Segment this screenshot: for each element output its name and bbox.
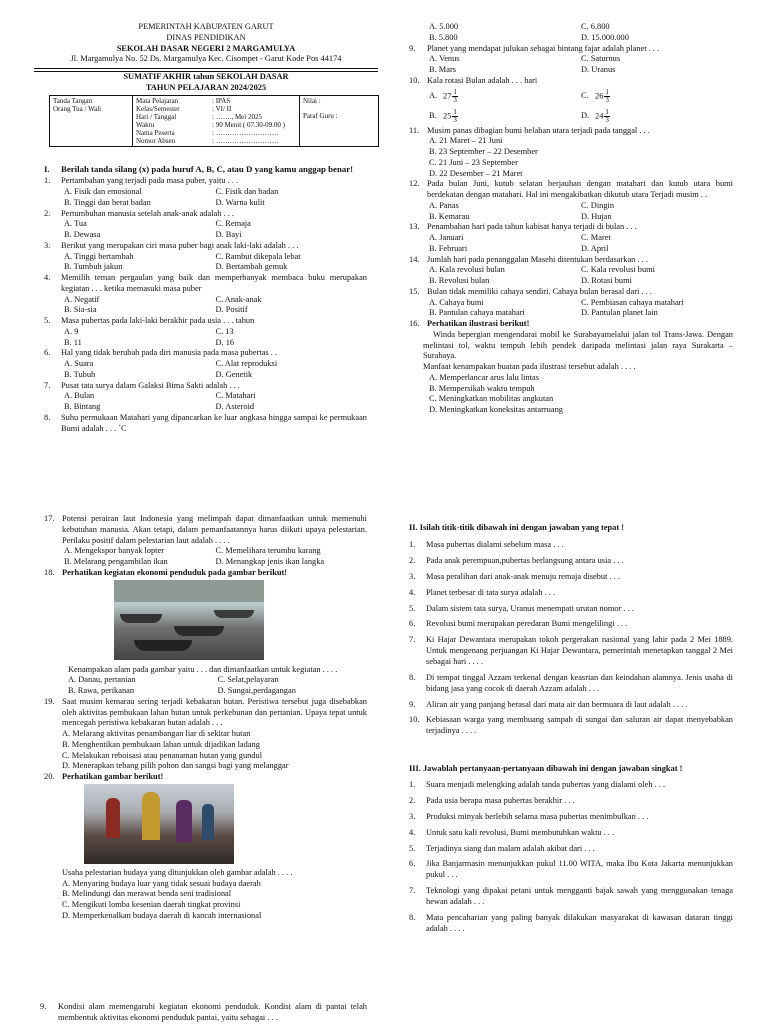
- letterhead-line-2: DINAS PENDIDIKAN: [166, 32, 246, 42]
- q16-number: 16.: [409, 319, 420, 328]
- section-3-item-text: Produksi minyak berlebih selama masa pubertas menimbulkan . . .: [426, 811, 649, 821]
- letterhead-line-1: PEMERINTAH KABUPATEN GARUT: [138, 22, 274, 31]
- q4-option-a[interactable]: A. Negatif: [64, 294, 100, 304]
- section-2-item-5: [409, 604, 733, 615]
- section-3-item-text: Pada usia berapa masa pubertas berakhir . . .: [426, 795, 575, 805]
- section-2-item-text: Kebiasaan warga yang membuang sampah di sungai dan saluran air dapat menyebabkan terjadinya . . . .: [426, 715, 733, 736]
- q3-option-a[interactable]: A. Tinggi bertambah: [64, 251, 134, 261]
- q10-option-b[interactable]: [429, 109, 581, 124]
- question-list-1-8: [44, 176, 367, 434]
- q10-d-label: D.: [581, 110, 590, 120]
- boats-harbor-photo: [114, 580, 264, 660]
- q15-option-b[interactable]: B. Pantulan cahaya matahari: [429, 308, 525, 318]
- q13-option-d[interactable]: D. April: [581, 243, 609, 253]
- q18-option-b[interactable]: B. Rawa, perikanan: [68, 686, 135, 695]
- q11-option-b[interactable]: B. 23 September – 22 Desember: [429, 147, 538, 156]
- section-2-item-8: [409, 673, 733, 695]
- q12-number: 12.: [409, 179, 420, 189]
- q10-c-label: C.: [581, 90, 589, 100]
- q14-text: Jumlah hari pada penanggalan Masehi ditentukan berdasarkan . . .: [427, 254, 648, 264]
- q1-option-a[interactable]: A. Fisik dan emosional: [64, 187, 142, 196]
- section-3-item-text: Jika Banjarmasin menunjukkan pukul 11.00 WITA, maka Ibu Kota Jakarta menunjukkan pukul . . .: [426, 859, 733, 880]
- section-3-item-text: Mata pencaharian yang paling banyak dilakukan masyarakat di kawasan dataran tinggi adalah . . . .: [426, 912, 733, 933]
- section-2-item-3: [409, 572, 733, 583]
- q19-option-b[interactable]: B. Menghentikan pembukaan lahan untuk dijadikan ladang: [62, 739, 260, 749]
- q2-number: 2.: [44, 208, 51, 218]
- q7-number: 7.: [44, 380, 51, 390]
- section-3-item-text: Suara menjadi melengking adalah tanda pubertas yang dialami oleh . . .: [426, 779, 666, 789]
- section-2-item-number: 1.: [409, 539, 416, 549]
- section-2-item-7: [409, 635, 733, 667]
- question-15: [409, 287, 733, 319]
- lower-left-column: [44, 514, 367, 922]
- q13-option-c[interactable]: C. Maret: [581, 233, 611, 242]
- q19-option-a[interactable]: A. Melarang aktivitas penambangan liar di sekitar hutan: [62, 729, 251, 738]
- q5-option-b[interactable]: B. 11: [64, 337, 82, 347]
- q13-number: 13.: [409, 222, 420, 232]
- left-column: [44, 164, 367, 434]
- school-name: SEKOLAH DASAR NEGERI 2 MARGAMULYA: [116, 43, 296, 53]
- q2-text: Pertumbuhan manusia setelah anak-anak adalah . . .: [61, 208, 235, 218]
- q10-b-label: B.: [429, 110, 437, 120]
- question-6: [44, 348, 367, 380]
- q4-option-d[interactable]: D. Positif: [215, 305, 248, 315]
- q18-number: 18.: [44, 567, 55, 577]
- section-3-item-2: [409, 796, 733, 807]
- q10-a-label: A.: [429, 90, 438, 100]
- q5-option-c[interactable]: C. 13: [215, 326, 234, 336]
- q10-option-c[interactable]: [581, 89, 733, 104]
- label-subject: Mata Pelajaran: [136, 97, 179, 105]
- q15-number: 15.: [409, 286, 420, 296]
- section-3-item-4: [409, 828, 733, 839]
- section-3-item-number: 1.: [409, 779, 416, 789]
- section-3-item-number: 3.: [409, 811, 416, 821]
- q7-option-c[interactable]: C. Matahari: [215, 391, 256, 401]
- q18-option-d[interactable]: D. Sungai,perdagangan: [217, 686, 296, 695]
- q1-number: 1.: [44, 176, 51, 186]
- q18-option-c[interactable]: C. Selat,pelayaran: [217, 675, 279, 685]
- q10-b-den: 3: [453, 115, 457, 124]
- q9-text: Planet yang mendapat julukan sebagai bintang fajar adalah planet . . .: [427, 43, 660, 53]
- value-date: : ……., Mei 2025: [212, 113, 262, 122]
- student-id-box: [49, 95, 379, 147]
- section-2-item-number: 9.: [409, 699, 416, 709]
- q14-option-c[interactable]: C. Kala revolusi bumi: [581, 265, 655, 275]
- label-absence-number: Nomor Absen: [136, 137, 176, 146]
- q17-option-a[interactable]: A. Mengekspor banyak lopter: [64, 546, 165, 556]
- absence-number-field[interactable]: : ………………………: [212, 137, 279, 146]
- q11-text: Musim panas dibagian bumi belahan utara terjadi pada tanggal . . .: [427, 125, 650, 135]
- q6-option-b[interactable]: B. Tubuh: [64, 369, 96, 379]
- q10-d-den: 3: [605, 115, 609, 124]
- question-14: [409, 255, 733, 287]
- exam-year-line: TAHUN PELAJARAN 2024/2025: [145, 82, 267, 92]
- q18-option-a[interactable]: A. Danau, pertanian: [68, 675, 136, 685]
- q3-number: 3.: [44, 240, 51, 250]
- section-3-item-1: [409, 780, 733, 791]
- question-1: [44, 176, 367, 208]
- section-3-item-number: 4.: [409, 827, 416, 837]
- q15-option-c[interactable]: C. Pembiasan cahaya matahari: [581, 297, 684, 307]
- q8-text: Suhu permukaan Matahari yang dipancarkan ke luar angkasa hingga sampai ke permukaan Bumi adalah . . . ˚C: [61, 412, 367, 433]
- q10-a-whole: 27: [443, 90, 452, 100]
- q4-text: Memilih teman pergaulan yang baik dan memperbanyak membaca buku merupakan kegiatan . . . ketika memasuki masa puber: [61, 273, 367, 293]
- section-2-item-text: Aliran air yang panjang berasal dari mata air dan bermuara di laut adalah . . . .: [426, 699, 688, 709]
- section-2-item-number: 6.: [409, 619, 416, 629]
- q19-option-d[interactable]: D. Menerapkan tebang pilih pohon dan sangsi bagi yang melanggar: [62, 761, 289, 771]
- q15-option-a[interactable]: A. Cahaya bumi: [429, 297, 484, 307]
- section-3-item-5: [409, 844, 733, 855]
- q6-option-d[interactable]: D. Genetik: [215, 369, 253, 379]
- q8-option-d[interactable]: D. 15.000.000: [581, 32, 629, 42]
- q19-text: Saat musim kemarau sering terjadi kebakaran hutan. Peristiwa tersebut juga disebabkan oleh aktivitas pembukaan lahan hutan untuk perkebunan dan pertanian. Upaya tepat untuk mencegah peristiwa kebakaran hutan adalah . . .: [62, 696, 367, 728]
- q2-option-c[interactable]: C. Remaja: [215, 219, 251, 229]
- q10-c-den: 3: [605, 95, 609, 104]
- section-2-item-number: 8.: [409, 672, 416, 682]
- q14-option-d[interactable]: D. Rotasi bumi: [581, 276, 632, 285]
- section-3-item-8: [409, 913, 733, 935]
- q20-option-b[interactable]: B. Melindungi dan merawat benda seni tradisional: [62, 889, 232, 899]
- section-2-item-number: 5.: [409, 603, 416, 613]
- q3-option-d[interactable]: D. Bertambah gemuk: [215, 262, 288, 272]
- q10-d-num: 1: [605, 107, 609, 116]
- right-column: [409, 22, 733, 416]
- q14-number: 14.: [409, 254, 420, 264]
- q9b-number: 9.: [40, 1002, 47, 1011]
- section-3-item-7: [409, 886, 733, 908]
- section-3-item-number: 2.: [409, 795, 416, 805]
- q10-option-a[interactable]: [429, 89, 581, 104]
- section-3-item-text: Untuk satu kali revolusi, Bumi membutuhkan waktu . . .: [426, 827, 615, 837]
- q7-text: Pusat tata surya dalam Galaksi Bima Sakti adalah . . .: [61, 380, 240, 390]
- q16-option-d[interactable]: D. Meningkatkan koneksitas antarruang: [429, 405, 563, 414]
- question-9-continued: [40, 1002, 367, 1024]
- q12-option-c[interactable]: C. Dingin: [581, 200, 615, 210]
- letterhead-divider: [34, 68, 378, 69]
- section-2-item-4: [409, 588, 733, 599]
- section-2-item-6: [409, 619, 733, 630]
- q2-option-a[interactable]: A. Tua: [64, 219, 87, 229]
- q8-option-b[interactable]: B. 5.800: [429, 32, 458, 42]
- q5-option-a[interactable]: A. 9: [64, 326, 79, 336]
- section-2-item-number: 7.: [409, 635, 416, 645]
- q9-option-d[interactable]: D. Uranus: [581, 65, 616, 74]
- section-3-item-text: Terjadinya siang dan malam adalah akibat dari . . .: [426, 843, 595, 853]
- q10-a-num: 1: [453, 87, 457, 96]
- q19-number: 19.: [44, 696, 55, 706]
- section-3-item-number: 6.: [409, 859, 416, 869]
- cultural-performance-photo: [84, 784, 234, 864]
- q8-option-c[interactable]: C. 6.800: [581, 22, 610, 31]
- section-2-item-2: [409, 556, 733, 567]
- exam-title-line: SUMATIF AKHIR tahun SEKOLAH DASAR: [123, 72, 289, 81]
- q12-text: Pada bulan Juni, kutub selatan berjauhan dengan matahari dan kutub utara bumi berdekatan dengan matahari. Hal ini mengakibatkan dikutub utara Terjadi musim . .: [427, 179, 733, 199]
- question-4: [44, 273, 367, 316]
- q2-option-b[interactable]: B. Dewasa: [64, 230, 101, 239]
- q12-option-a[interactable]: A. Panas: [429, 200, 459, 210]
- q9-option-b[interactable]: B. Mars: [429, 65, 456, 74]
- q9-option-a[interactable]: A. Venus: [429, 54, 460, 64]
- question-16: [409, 319, 733, 416]
- q16-option-c[interactable]: C. Meningkatkan mobilitas angkutan: [429, 394, 554, 404]
- q16-passage: Winda bepergian mengendarai mobil ke Surabayamelalui jalan tol Trans-Jawa. Dengan melintasi tol, waktu tempuh lebih pendek daripada melintasi jalan raya Surakarta – Surabaya.: [423, 329, 733, 361]
- q13-text: Penambahan hari pada tahun kabisat hanya terjadi di bulan . . .: [427, 222, 637, 232]
- q9b-text: Kondisi alam memengaruhi kegiatan ekonomi penduduk. Kondisi alam di pantai telah membentuk aktivitas ekonomi penduduk pantai, yaitu sebagai . . .: [58, 1002, 367, 1022]
- question-2: [44, 209, 367, 241]
- value-time: : 90 Menit ( 07.30-09.00 ): [212, 121, 285, 130]
- q11-option-c[interactable]: C. 21 Juni – 23 September: [429, 157, 518, 167]
- question-list-9: [409, 44, 733, 76]
- label-time: Waktu: [136, 121, 155, 130]
- q10-b-whole: 25: [443, 110, 452, 120]
- section-3-title: III. Jawablah pertanyaan-pertanyaan dibawah ini dengan jawaban singkat !: [409, 764, 683, 773]
- q14-option-b[interactable]: B. Revolusi bulan: [429, 276, 490, 285]
- q11-option-a[interactable]: A. 21 Maret – 21 Juni: [429, 136, 503, 146]
- q4-option-c[interactable]: C. Anak-anak: [215, 294, 262, 304]
- q11-option-d[interactable]: D. 22 Desember – 21 Maret: [429, 168, 523, 178]
- q6-option-c[interactable]: C. Alat reproduksi: [215, 359, 278, 368]
- parent-signature-label: Tanda Tangan: [53, 97, 93, 105]
- q7-option-a[interactable]: A. Bulan: [64, 391, 95, 401]
- parent-signature-label-2: Orang Tua / Wali: [53, 105, 102, 114]
- q1-option-c[interactable]: C. Fisik dan badan: [215, 187, 279, 196]
- q20-option-d[interactable]: D. Memperkenalkan budaya daerah di kancah internasional: [62, 910, 262, 920]
- section-2-item-text: Di tempat tinggal Azzam terkenal dengan keasrian dan keindahan alamnya. Jenis usaha di bidang jasa yang cocok di daerah Azzam adalah . . .: [426, 672, 733, 693]
- section-1-title: Berilah tanda silang (x) pada huruf A, B, C, atau D yang kamu anggap benar!: [61, 164, 354, 174]
- question-19: [44, 697, 367, 772]
- letterhead: [34, 22, 378, 65]
- q13-option-a[interactable]: A. Januari: [429, 233, 464, 242]
- q7-option-b[interactable]: B. Bintang: [64, 402, 101, 411]
- section-2-item-text: Pada anak perempuan,pubertas berlangsung antara usia . . .: [426, 555, 624, 565]
- question-9: [409, 44, 733, 76]
- value-subject: : IPAS: [212, 97, 231, 105]
- q15-option-d[interactable]: D. Pantulan planet lain: [581, 308, 658, 318]
- question-3: [44, 241, 367, 273]
- q20-option-a[interactable]: A. Menyaring budaya luar yang tidak sesuai budaya daerah: [62, 878, 261, 888]
- q18-text: Kenampakan alam pada gambar yaitu . . . dan dimanfaatkan untuk kegiatan . . . .: [68, 664, 338, 674]
- section-2-title: II. Isilah titik-titik dibawah ini dengan jawaban yang tepat !: [409, 523, 625, 532]
- section-3-list: [409, 780, 733, 935]
- section-3: [409, 764, 733, 940]
- question-11: [409, 126, 733, 180]
- section-3-item-number: 5.: [409, 843, 416, 853]
- section-2: [409, 523, 733, 742]
- question-20: [44, 772, 367, 922]
- q5-text: Masa pubertas pada laki-laki berakhir pada usia . . . tahun: [61, 316, 255, 325]
- q16-option-b[interactable]: B. Mempersikah waktu tempuh: [429, 383, 535, 393]
- question-13: [409, 222, 733, 254]
- q16-option-a[interactable]: A. Memperlancar arus lalu lintas: [429, 372, 539, 382]
- q8-option-a[interactable]: A. 5.000: [429, 22, 459, 31]
- section-2-list: [409, 540, 733, 737]
- q17-option-b[interactable]: B. Melarang pengambilan ikan: [64, 557, 168, 566]
- section-2-item-text: Masa peralihan dari anak-anak menuju remaja disebut . . .: [426, 571, 620, 581]
- q12-option-d[interactable]: D. Hujan: [581, 211, 612, 221]
- q8-options: [409, 22, 733, 44]
- label-student-name: Nama Peserta: [136, 129, 175, 138]
- q3-option-c[interactable]: C. Rambut dikepala lebat: [215, 251, 301, 261]
- q13-option-b[interactable]: B. Februari: [429, 243, 468, 253]
- section-2-item-text: Revolusi bumi merupakan peredaran Bumi mengelilingi . . .: [426, 619, 628, 629]
- q7-option-d[interactable]: D. Asteroid: [215, 402, 255, 411]
- q16-title: Perhatikan ilustrasi berikut!: [427, 319, 530, 328]
- section-3-item-3: [409, 812, 733, 823]
- q17-number: 17.: [44, 514, 55, 523]
- q10-d-whole: 24: [595, 110, 604, 120]
- teacher-signature-label: Paraf Guru :: [303, 112, 338, 121]
- q8-number: 8.: [44, 412, 51, 422]
- q10-text: Kala rotasi Bulan adalah . . . hari: [427, 75, 538, 85]
- q6-number: 6.: [44, 348, 51, 358]
- exam-title: [34, 72, 378, 94]
- q1-option-b[interactable]: B. Tinggi dan berat badan: [64, 197, 151, 207]
- q5-option-d[interactable]: D. 16: [215, 337, 235, 347]
- section-2-item-number: 3.: [409, 571, 416, 581]
- section-2-item-number: 10.: [409, 715, 420, 725]
- q15-text: Bulan tidak memiliki cahaya sendiri. Cahaya bulan berasal dari . . .: [427, 286, 652, 296]
- q19-option-c[interactable]: C. Melakukan reboisasi atau penanaman hutan yang gundul: [62, 750, 263, 760]
- q4-number: 4.: [44, 273, 51, 282]
- section-2-item-number: 4.: [409, 587, 416, 597]
- q20-number: 20.: [44, 772, 55, 781]
- student-name-field[interactable]: : ………………………: [212, 129, 279, 138]
- section-2-item-text: Masa pubertas dialami sebelum masa . . .: [426, 539, 564, 549]
- q20-title: Perhatikan gambar berikut!: [62, 772, 164, 781]
- score-label: Nilai :: [303, 97, 321, 105]
- q9-number: 9.: [409, 43, 416, 53]
- section-1-number: I.: [44, 164, 50, 174]
- q11-number: 11.: [409, 125, 420, 135]
- section-3-item-6: [409, 859, 733, 881]
- q16-question: Manfaat kenampakan buatan pada ilustrasi tersebut adalah . . . .: [423, 362, 636, 371]
- q10-b-num: 1: [453, 107, 457, 116]
- section-2-item-10: [409, 715, 733, 737]
- question-5: [44, 316, 367, 348]
- q1-option-d[interactable]: D. Warna kulit: [215, 197, 265, 207]
- section-2-item-text: Planet terbesar di tata surya adalah . . .: [426, 587, 556, 597]
- q17-option-d[interactable]: D. Menangkap jenis ikan langka: [215, 557, 325, 566]
- value-class: : VI/ II: [212, 105, 232, 114]
- q10-number: 10.: [409, 75, 420, 85]
- section-2-item-1: [409, 540, 733, 551]
- q5-number: 5.: [44, 316, 51, 325]
- question-17: [44, 514, 367, 568]
- school-address: Jl. Margamulya No. 52 Ds. Margamulya Kec. Cisompet - Garut Kode Pos 44174: [70, 54, 342, 64]
- question-7: [44, 381, 367, 413]
- section-2-item-number: 2.: [409, 555, 416, 565]
- q1-text: Pertambahan yang terjadi pada masa puber, yaitu . . .: [61, 176, 239, 186]
- question-18: [44, 568, 367, 697]
- question-12: [409, 179, 733, 222]
- q9-option-c[interactable]: C. Saturnus: [581, 54, 621, 64]
- q14-option-a[interactable]: A. Kala revolusi bulan: [429, 265, 505, 275]
- q10-option-d[interactable]: [581, 109, 733, 124]
- q18-title: Perhatikan kegiatan ekonomi penduduk pada gambar berikut!: [62, 567, 288, 577]
- section-3-item-number: 8.: [409, 912, 416, 922]
- q17-option-c[interactable]: C. Memelihara terumbu karang: [215, 546, 321, 556]
- section-2-item-text: Dalam sistem tata surya, Uranus menempati urutan nomor . . .: [426, 603, 634, 613]
- q10-c-num: 1: [605, 87, 609, 96]
- q4-option-b[interactable]: B. Sia-sia: [64, 305, 97, 315]
- q20-option-c[interactable]: C. Mengikuti lomba kesenian daerah tingkat provinsi: [62, 900, 241, 909]
- q3-option-b[interactable]: B. Tumbuh jakun: [64, 262, 123, 272]
- q6-option-a[interactable]: A. Suara: [64, 359, 94, 368]
- question-8: [44, 413, 367, 435]
- q2-option-d[interactable]: D. Bayi: [215, 230, 242, 239]
- question-10: [409, 76, 733, 126]
- q17-text: Potensi perairan laut Indonesia yang melimpah dapat dimanfaatkan untuk memenuhi kebutuhan manusia. Akan tetapi, dalam pemanfaatannya harus diikuti upaya pelestarian. Perilaku positif dalam pelestarian laut adalah . . . .: [62, 514, 367, 545]
- section-3-item-text: Teknologi yang dipakai petani untuk mengganti bajak sawah yang menggunakan tenaga hewan adalah . . .: [426, 886, 733, 906]
- q10-a-den: 3: [453, 95, 457, 104]
- question-list-11-15: [409, 126, 733, 320]
- section-2-item-text: Ki Hajar Dewantara merupakan tokoh pergerakan nasional yang lahir pada 2 Mei 1889. Untuk mengenang perjuangan Ki Hajar Dewantara, pemerintah menetapkan tanggal 2 Mei sebagai hari . . . .: [426, 635, 733, 666]
- q6-text: Hal yang tidak berubah pada diri manusia pada masa pubertas . .: [61, 348, 278, 358]
- label-class: Kelas/Semester: [136, 105, 180, 114]
- section-1-heading: [44, 164, 367, 175]
- q10-c-whole: 26: [595, 90, 604, 100]
- q12-option-b[interactable]: B. Kemarau: [429, 211, 470, 221]
- section-2-item-9: [409, 700, 733, 711]
- q3-text: Berikut yang merupakan ciri masa puber bagi anak laki-laki adalah . . .: [61, 240, 299, 250]
- section-3-item-number: 7.: [409, 886, 416, 896]
- label-date: Hari / Tanggal: [136, 113, 177, 122]
- q20-text: Usaha pelestarian budaya yang ditunjukkan oleh gambar adalah . . . .: [62, 867, 293, 877]
